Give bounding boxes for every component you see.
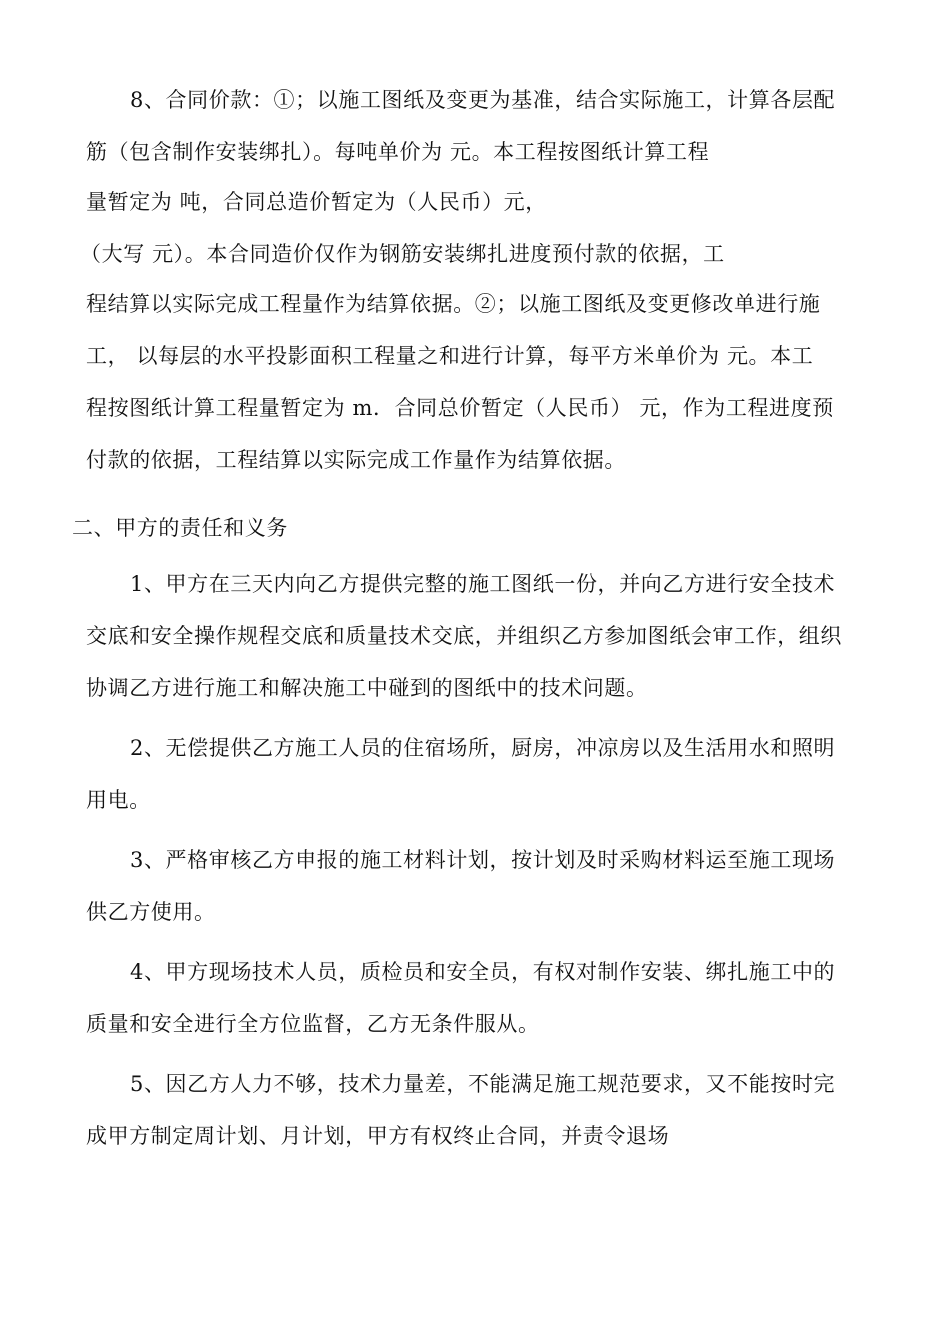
- text-line: 8、合同价款：①；以施工图纸及变更为基准，结合实际施工，计算各层配: [130, 88, 836, 112]
- text-line: 用电。: [86, 788, 151, 812]
- text-line: 4、甲方现场技术人员，质检员和安全员，有权对制作安装、绑扎施工中的: [130, 960, 836, 984]
- text-line: （大写 元）。本合同造价仅作为钢筋安装绑扎进度预付款的依据，工: [80, 242, 725, 266]
- text-line: 交底和安全操作规程交底和质量技术交底，并组织乙方参加图纸会审工作，组织: [86, 624, 842, 648]
- text-line: 量暂定为 吨，合同总造价暂定为（人民币）元，: [86, 190, 547, 214]
- section-heading: 二、甲方的责任和义务: [72, 516, 288, 540]
- text-line: 程结算以实际完成工程量作为结算依据。②；以施工图纸及变更修改单进行施: [86, 292, 821, 316]
- text-line: 筋（包含制作安装绑扎）。每吨单价为 元。本工程按图纸计算工程: [86, 140, 710, 164]
- text-line: 付款的依据，工程结算以实际完成工作量作为结算依据。: [86, 448, 626, 472]
- text-line: 程按图纸计算工程量暂定为 m．合同总价暂定（人民币） 元，作为工程进度预: [86, 396, 834, 420]
- text-line: 3、严格审核乙方申报的施工材料计划，按计划及时采购材料运至施工现场: [130, 848, 836, 872]
- text-line: 工， 以每层的水平投影面积工程量之和进行计算，每平方米单价为 元。本工: [86, 344, 814, 368]
- text-line: 质量和安全进行全方位监督，乙方无条件服从。: [86, 1012, 540, 1036]
- text-line: 供乙方使用。: [86, 900, 216, 924]
- text-line: 5、因乙方人力不够，技术力量差，不能满足施工规范要求，又不能按时完: [130, 1072, 836, 1096]
- text-line: 协调乙方进行施工和解决施工中碰到的图纸中的技术问题。: [86, 676, 648, 700]
- text-line: 成甲方制定周计划、月计划，甲方有权终止合同，并责令退场: [86, 1124, 670, 1148]
- text-line: 2、无偿提供乙方施工人员的住宿场所，厨房，冲凉房以及生活用水和照明: [130, 736, 836, 760]
- text-line: 1、甲方在三天内向乙方提供完整的施工图纸一份，并向乙方进行安全技术: [130, 572, 836, 596]
